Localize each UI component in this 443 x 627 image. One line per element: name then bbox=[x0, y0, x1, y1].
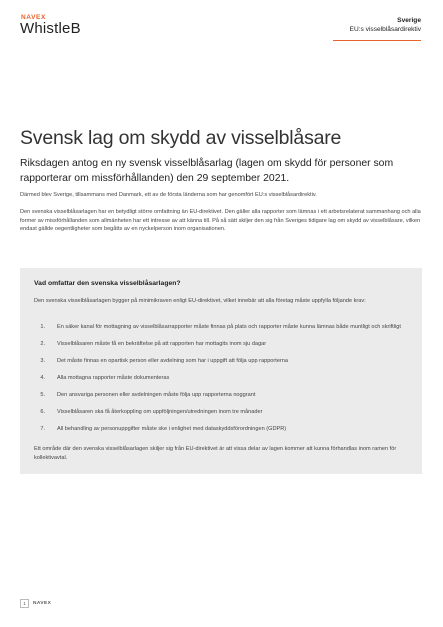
list-item-text: All behandling av personuppgifter måste ske i enlighet med dataskyddsförordningen (GDPR) bbox=[57, 425, 287, 432]
header-label bbox=[350, 17, 421, 33]
scope-paragraph: Den svenska visselblåsarlagen har en betydligt större omfattning än EU-direktivet. Den gäller alla rapporter som lämnas i ett arbetsrelaterat sammanhang och alla former av missförhållanden som allmänheten har ett intresse av att känna till. På så sätt skiljer den sig från Sveriges tidigare lag om skydd av visselblåsare, vilken endast gällde oegentligheter som begåtts av en nyckelperson inom organisationen. bbox=[20, 209, 421, 233]
list-item-number: 5. bbox=[40, 391, 45, 398]
page-header bbox=[0, 0, 443, 48]
list-item bbox=[34, 391, 412, 400]
info-box-intro: Den svenska visselblåsarlagen bygger på minimikraven enligt EU-direktivet, vilket innebär att alla företag måste uppfylla följande krav: bbox=[34, 298, 366, 304]
list-item-text: Den ansvariga personen eller avdelningen måste följa upp rapporterna noggrant bbox=[57, 391, 256, 398]
list-item bbox=[34, 374, 412, 383]
list-item-text: Visselblåsaren ska få återkoppling om uppföljningen/utredningen inom tre månader bbox=[57, 408, 263, 415]
list-item-text: Visselblåsaren måste få en bekräftelse på att rapporten har mottagits inom sju dagar bbox=[57, 340, 267, 347]
page-subtitle: Riksdagen antog en ny svensk visselblåsarlag (lagen om skydd för personer som rapporterar om missförhållanden) den 29 september 2021. bbox=[20, 158, 394, 184]
list-item-number: 3. bbox=[40, 357, 45, 364]
list-item-text: Alla mottagna rapporter måste dokumenteras bbox=[57, 374, 170, 381]
list-item bbox=[34, 323, 412, 332]
footer-brand: NAVEX bbox=[33, 601, 52, 606]
info-box-title: Vad omfattar den svenska visselblåsarlagen? bbox=[34, 280, 181, 287]
info-box-outro: Ett område där den svenska visselblåsarlagen skiljer sig från EU-direktivet är att vissa delar av lagen kommer att kunna förhandlas inom ramen för kollektivavtal. bbox=[34, 446, 397, 461]
brand-logo-top: NAVEX bbox=[21, 14, 46, 21]
header-country: Sverige bbox=[397, 17, 421, 24]
list-item-text: Det måste finnas en opartisk person eller avdelning som har i uppgift att följa upp rapporterna bbox=[57, 357, 289, 364]
page-number: 1 bbox=[20, 599, 29, 608]
intro-paragraph: Därmed blev Sverige, tillsammans med Danmark, ett av de första länderna som har genomfört EU:s visselblåsardirektiv. bbox=[20, 192, 317, 198]
header-subtitle: EU:s visselblåsardirektiv bbox=[349, 26, 421, 33]
header-accent-line bbox=[333, 40, 421, 41]
list-item-number: 1. bbox=[40, 324, 45, 330]
brand-logo-main: WhistleB bbox=[20, 20, 81, 37]
info-box bbox=[20, 268, 422, 474]
list-item-number: 6. bbox=[40, 408, 45, 415]
list-item-number: 7. bbox=[40, 425, 45, 432]
list-item bbox=[34, 425, 412, 434]
list-item bbox=[34, 340, 412, 349]
list-item-text: En säker kanal för mottagning av visselblåsarrapporter måste finnas på plats och rapporter måste kunna lämnas både muntligt och skriftligt bbox=[57, 324, 401, 330]
page-footer bbox=[20, 599, 51, 608]
page-title: Svensk lag om skydd av visselblåsare bbox=[20, 127, 342, 149]
list-item bbox=[34, 357, 412, 366]
requirements-list bbox=[34, 323, 412, 442]
list-item-number: 4. bbox=[40, 374, 45, 381]
list-item bbox=[34, 408, 412, 417]
list-item-number: 2. bbox=[40, 340, 45, 347]
